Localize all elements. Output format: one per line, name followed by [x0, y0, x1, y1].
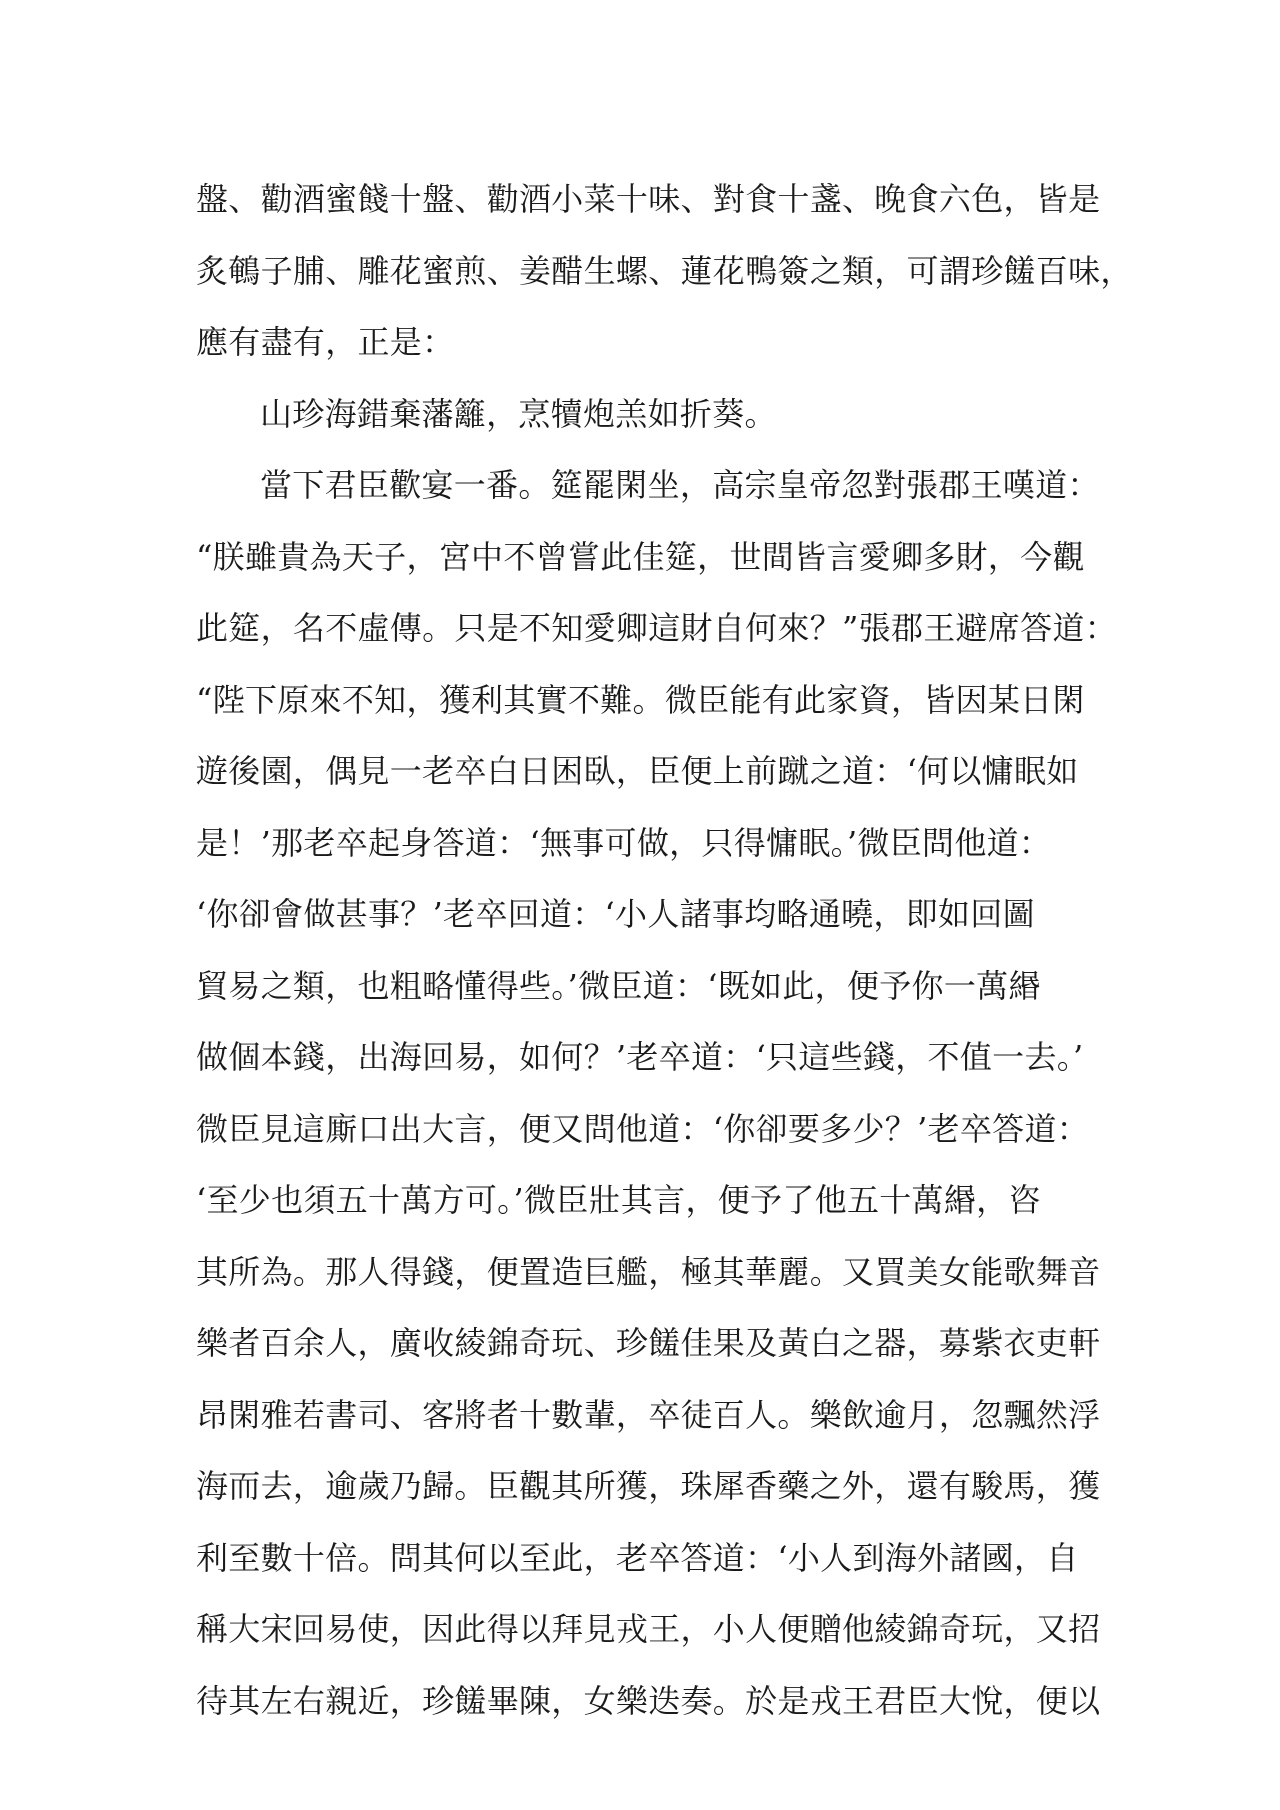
- text-line: 此筵，名不虛傳。只是不知愛卿這財自何來？”張郡王避席答道：: [196, 609, 1118, 647]
- text-line: 盤、勸酒蜜餞十盤、勸酒小菜十味、對食十盞、晚食六色，皆是: [196, 180, 1101, 218]
- text-line: 利至數十倍。問其何以至此，老卒答道：‘小人到海外諸國，自: [196, 1538, 1079, 1577]
- text-line: 炙鵪子脯、雕花蜜煎、姜醋生螺、蓮花鴨簽之類，可謂珍饈百味，: [196, 251, 1133, 290]
- body-text: [196, 164, 1133, 1737]
- text-line: 應有盡有，正是：: [196, 323, 455, 361]
- text-line: 昂閑雅若書司、客將者十數輩，卒徒百人。樂飲逾月，忽飄然浮: [196, 1395, 1101, 1434]
- text-line: 遊後園，偶見一老卒白日困臥，臣便上前蹴之道：‘何以慵眠如: [196, 752, 1079, 790]
- text-line: ‘至少也須五十萬方可。’微臣壯其言，便予了他五十萬緡，咨: [196, 1181, 1041, 1219]
- text-line: “陛下原來不知，獲利其實不難。微臣能有此家資，皆因某日閑: [196, 680, 1085, 719]
- text-line: 其所為。那人得錢，便置造巨艦，極其華麗。又買美女能歌舞音: [196, 1252, 1101, 1291]
- text-line: 樂者百余人，廣收綾錦奇玩、珍饈佳果及黃白之器，募紫衣吏軒: [196, 1324, 1101, 1362]
- paragraph-start-line: 當下君臣歡宴一番。筵罷閑坐，高宗皇帝忽對張郡王嘆道：: [260, 466, 1100, 504]
- text-line: “朕雖貴為天子，宮中不曾嘗此佳筵，世間皆言愛卿多財，今觀: [196, 537, 1085, 576]
- text-line: 是！’那老卒起身答道：‘無事可做，只得慵眠。’微臣問他道：: [196, 823, 1052, 862]
- text-line: 待其左右親近，珍饈畢陳，女樂迭奏。於是戎王君臣大悅，便以: [196, 1681, 1101, 1720]
- text-line: 海而去，逾歲乃歸。臣觀其所獲，珠犀香藥之外，還有駿馬，獲: [196, 1467, 1101, 1505]
- text-line: 貿易之類，也粗略懂得些。’微臣道：‘既如此，便予你一萬緡: [196, 966, 1041, 1005]
- text-line: 稱大宋回易使，因此得以拜見戎王，小人便贈他綾錦奇玩，又招: [196, 1610, 1101, 1648]
- text-line: 微臣見這廝口出大言，便又問他道：‘你卻要多少？’老卒答道：: [196, 1109, 1090, 1148]
- text-line: 做個本錢，出海回易，如何？’老卒道：‘只這些錢，不值一去。’: [196, 1038, 1084, 1076]
- text-line: ‘你卻會做甚事？’老卒回道：‘小人諸事均略通曉，即如回圖: [196, 895, 1035, 933]
- verse-line: 山珍海錯棄藩籬，烹犢炮羔如折葵。: [260, 394, 777, 433]
